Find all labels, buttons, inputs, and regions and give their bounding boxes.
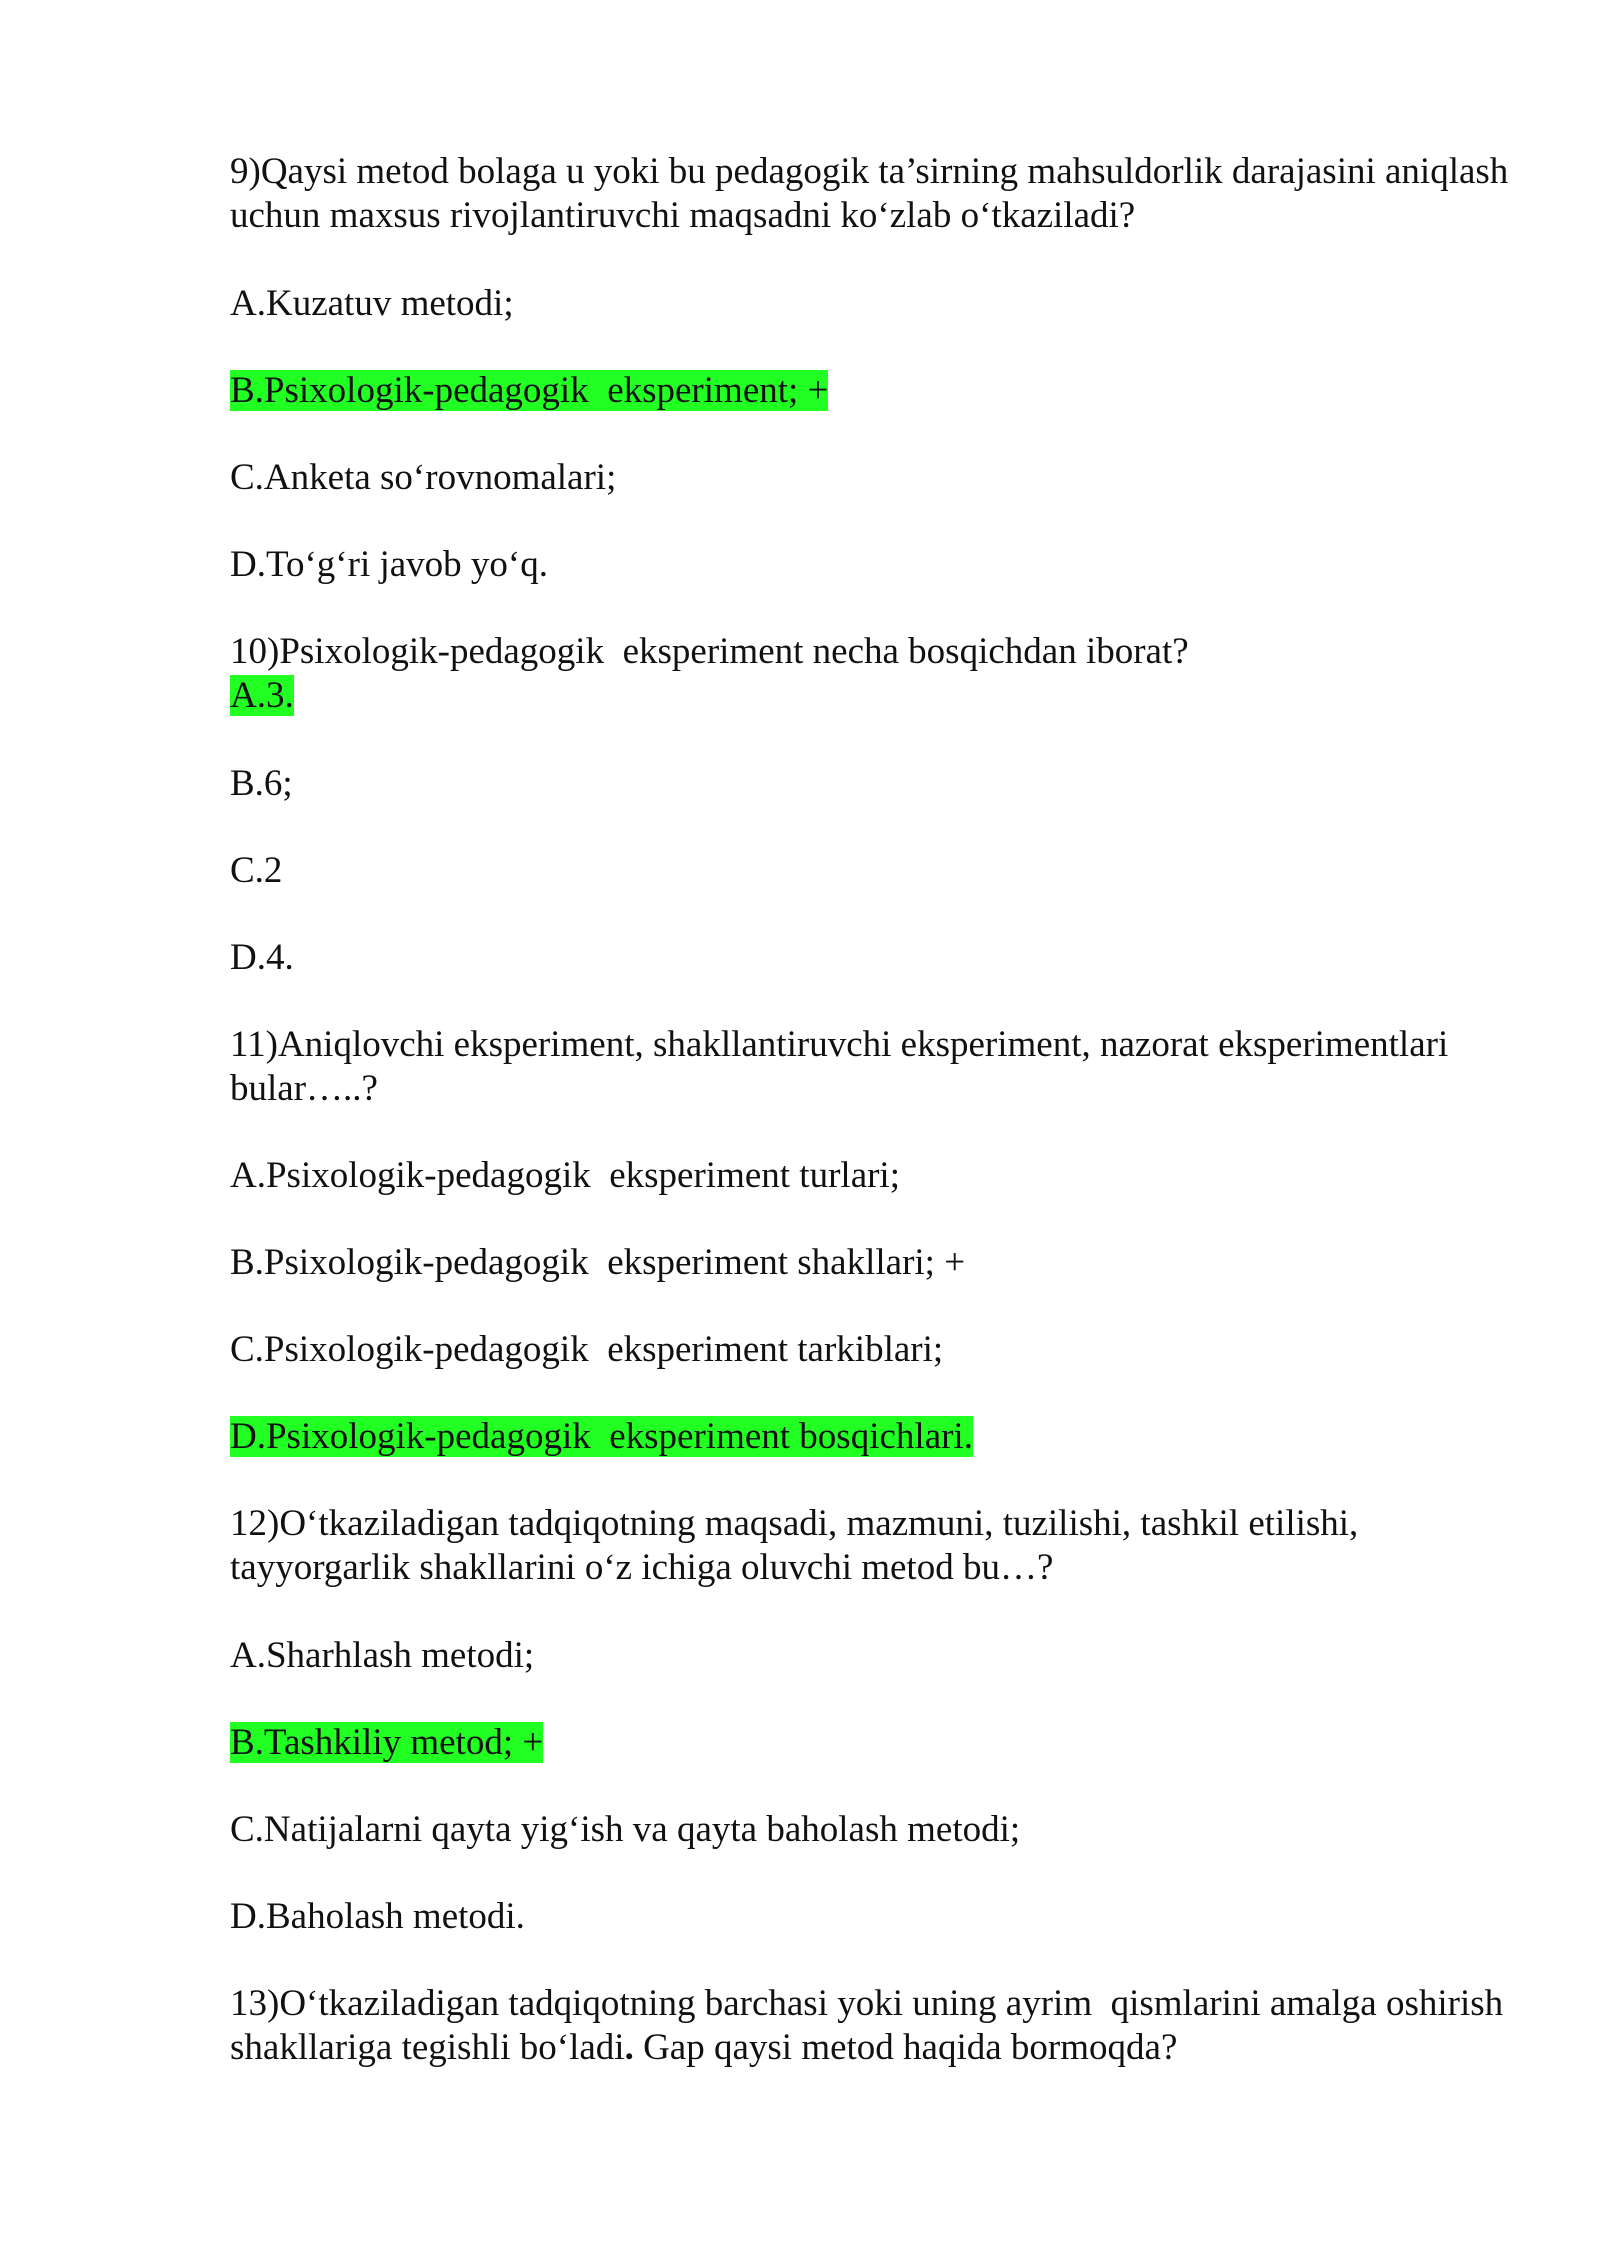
question-9-option-b [230, 369, 1520, 413]
question-13-text: 13)O‘tkaziladigan tadqiqotning barchasi yoki uning ayrim qismlarini amalga oshirish shakllariga tegishli bo‘ladi. Gap qaysi metod haqida bormoqda? [230, 1983, 1522, 2068]
answer-highlight: B.Tashkiliy metod; + [230, 1722, 544, 1763]
answer-highlight: A.3. [230, 675, 294, 716]
question-9-option-d: D.To‘g‘ri javob yo‘q. [230, 544, 549, 585]
question-9-option-a: A.Kuzatuv metodi; [230, 283, 514, 324]
question-12-option-d: D.Baholash metodi. [230, 1896, 525, 1937]
question-11-option-a: A.Psixologik-pedagogik eksperiment turlari; [230, 1155, 900, 1196]
question-10-option-d: D.4. [230, 937, 294, 978]
question-12-text: 12)O‘tkaziladigan tadqiqotning maqsadi, mazmuni, tuzilishi, tashkil etilishi, tayyorgarlik shakllarini o‘z ichiga oluvchi metod bu…? [230, 1503, 1368, 1588]
question-11-option-b: B.Psixologik-pedagogik eksperiment shakllari; + [230, 1242, 966, 1283]
question-10-option-b: B.6; [230, 763, 293, 804]
question-10-option-c: C.2 [230, 850, 283, 891]
question-10-text: 10)Psixologik-pedagogik eksperiment necha bosqichdan iborat? [230, 631, 1189, 672]
question-12-option-c: C.Natijalarni qayta yig‘ish va qayta baholash metodi; [230, 1809, 1021, 1850]
question-11-option-c: C.Psixologik-pedagogik eksperiment tarkiblari; [230, 1329, 944, 1370]
question-11-option-d [230, 1415, 1520, 1459]
question-10-option-a [230, 674, 1520, 718]
answer-highlight: B.Psixologik-pedagogik eksperiment; + [230, 370, 829, 411]
question-12-option-a: A.Sharhlash metodi; [230, 1635, 535, 1676]
question-9-option-c: C.Anketa so‘rovnomalari; [230, 457, 617, 498]
question-11-text: 11)Aniqlovchi eksperiment, shakllantiruvchi eksperiment, nazorat eksperimentlari bular…..? [230, 1024, 1458, 1109]
question-9-text: 9)Qaysi metod bolaga u yoki bu pedagogik ta’sirning mahsuldorlik darajasini aniqlash uchun maxsus rivojlantiruvchi maqsadni ko‘zlab o‘tkaziladi? [230, 151, 1518, 236]
question-12-option-b [230, 1721, 1520, 1765]
answer-highlight: D.Psixologik-pedagogik eksperiment bosqichlari. [230, 1416, 973, 1457]
